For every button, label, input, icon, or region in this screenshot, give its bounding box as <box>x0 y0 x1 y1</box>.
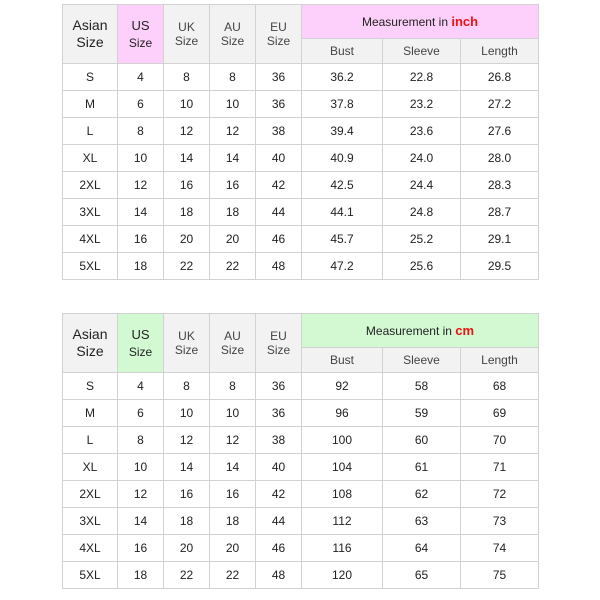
header-row <box>63 5 539 39</box>
bust-header: Bust <box>302 348 383 373</box>
us-size-header <box>118 5 164 64</box>
bust-header: Bust <box>302 39 383 64</box>
table-row <box>63 145 539 172</box>
sleeve-cell: 60 <box>383 427 461 454</box>
bust-cell: 37.8 <box>302 91 383 118</box>
au-cell: 16 <box>210 172 256 199</box>
uk-cell: 10 <box>164 91 210 118</box>
eu-cell: 46 <box>256 226 302 253</box>
uk-cell: 20 <box>164 226 210 253</box>
length-cell: 26.8 <box>461 64 539 91</box>
eu-cell: 42 <box>256 172 302 199</box>
asian-size-header <box>63 314 118 373</box>
length-cell: 72 <box>461 481 539 508</box>
bust-cell: 44.1 <box>302 199 383 226</box>
bust-cell: 104 <box>302 454 383 481</box>
table-row <box>63 454 539 481</box>
au-cell: 22 <box>210 253 256 280</box>
uk-cell: 22 <box>164 253 210 280</box>
length-cell: 28.3 <box>461 172 539 199</box>
sleeve-header: Sleeve <box>383 39 461 64</box>
eu-size-header <box>256 314 302 373</box>
uk-header-line1: UK <box>178 329 195 343</box>
length-header: Length <box>461 39 539 64</box>
uk-cell: 12 <box>164 427 210 454</box>
us-cell: 6 <box>118 400 164 427</box>
us-cell: 14 <box>118 199 164 226</box>
sleeve-cell: 58 <box>383 373 461 400</box>
length-cell: 69 <box>461 400 539 427</box>
eu-header-line2: Size <box>266 343 291 357</box>
bust-cell: 92 <box>302 373 383 400</box>
sleeve-header: Sleeve <box>383 348 461 373</box>
us-cell: 16 <box>118 226 164 253</box>
eu-cell: 40 <box>256 145 302 172</box>
us-cell: 4 <box>118 373 164 400</box>
length-cell: 27.6 <box>461 118 539 145</box>
uk-header-line2: Size <box>174 34 199 48</box>
length-cell: 68 <box>461 373 539 400</box>
uk-size-header <box>164 5 210 64</box>
uk-cell: 18 <box>164 508 210 535</box>
bust-cell: 42.5 <box>302 172 383 199</box>
au-header-line1: AU <box>224 329 241 343</box>
sleeve-cell: 64 <box>383 535 461 562</box>
us-cell: 12 <box>118 481 164 508</box>
bust-cell: 40.9 <box>302 145 383 172</box>
us-cell: 10 <box>118 145 164 172</box>
table-row <box>63 400 539 427</box>
measurement-unit: inch <box>451 14 479 29</box>
length-cell: 70 <box>461 427 539 454</box>
table-row <box>63 253 539 280</box>
sleeve-cell: 24.0 <box>383 145 461 172</box>
eu-cell: 36 <box>256 64 302 91</box>
length-cell: 29.5 <box>461 253 539 280</box>
measurement-unit: cm <box>455 323 475 338</box>
eu-cell: 36 <box>256 91 302 118</box>
asian-cell: 2XL <box>63 481 118 508</box>
asian-cell: 3XL <box>63 199 118 226</box>
us-cell: 10 <box>118 454 164 481</box>
au-cell: 10 <box>210 91 256 118</box>
us-size-header <box>118 314 164 373</box>
length-cell: 71 <box>461 454 539 481</box>
au-cell: 18 <box>210 199 256 226</box>
measurement-header <box>302 5 539 39</box>
asian-cell: XL <box>63 454 118 481</box>
bust-cell: 39.4 <box>302 118 383 145</box>
bust-cell: 112 <box>302 508 383 535</box>
bust-cell: 108 <box>302 481 383 508</box>
us-header-line1: US <box>131 17 150 33</box>
table-row <box>63 481 539 508</box>
us-cell: 18 <box>118 562 164 589</box>
au-cell: 18 <box>210 508 256 535</box>
asian-cell: XL <box>63 145 118 172</box>
eu-cell: 46 <box>256 535 302 562</box>
bust-cell: 36.2 <box>302 64 383 91</box>
asian-cell: 2XL <box>63 172 118 199</box>
us-header-line1: US <box>131 326 150 342</box>
uk-cell: 14 <box>164 145 210 172</box>
table-row <box>63 226 539 253</box>
asian-cell: 5XL <box>63 562 118 589</box>
eu-cell: 44 <box>256 199 302 226</box>
length-cell: 74 <box>461 535 539 562</box>
asian-header-line2: Size <box>76 34 104 50</box>
eu-size-header <box>256 5 302 64</box>
us-cell: 16 <box>118 535 164 562</box>
eu-cell: 48 <box>256 562 302 589</box>
uk-cell: 20 <box>164 535 210 562</box>
bust-cell: 100 <box>302 427 383 454</box>
asian-cell: 3XL <box>63 508 118 535</box>
uk-cell: 8 <box>164 64 210 91</box>
asian-header-line1: Asian <box>72 17 108 33</box>
au-header-line1: AU <box>224 20 241 34</box>
table-row <box>63 91 539 118</box>
sleeve-cell: 62 <box>383 481 461 508</box>
uk-header-line2: Size <box>174 343 199 357</box>
au-header-line2: Size <box>220 343 245 357</box>
sleeve-cell: 25.6 <box>383 253 461 280</box>
eu-cell: 36 <box>256 373 302 400</box>
eu-cell: 38 <box>256 427 302 454</box>
length-cell: 28.7 <box>461 199 539 226</box>
uk-cell: 12 <box>164 118 210 145</box>
au-cell: 10 <box>210 400 256 427</box>
au-cell: 20 <box>210 226 256 253</box>
eu-header-line1: EU <box>270 329 287 343</box>
au-cell: 22 <box>210 562 256 589</box>
uk-cell: 18 <box>164 199 210 226</box>
us-header-line2: Size <box>128 35 153 50</box>
bust-cell: 45.7 <box>302 226 383 253</box>
au-cell: 12 <box>210 427 256 454</box>
uk-header-line1: UK <box>178 20 195 34</box>
asian-cell: 5XL <box>63 253 118 280</box>
sleeve-cell: 61 <box>383 454 461 481</box>
au-cell: 14 <box>210 145 256 172</box>
asian-cell: M <box>63 400 118 427</box>
table-row <box>63 427 539 454</box>
sleeve-cell: 23.6 <box>383 118 461 145</box>
sleeve-cell: 22.8 <box>383 64 461 91</box>
length-cell: 28.0 <box>461 145 539 172</box>
uk-cell: 14 <box>164 454 210 481</box>
header-row <box>63 314 539 348</box>
measurement-header <box>302 314 539 348</box>
length-header: Length <box>461 348 539 373</box>
size-chart-inch-table <box>62 4 539 280</box>
sleeve-cell: 24.4 <box>383 172 461 199</box>
eu-cell: 36 <box>256 400 302 427</box>
table-row <box>63 199 539 226</box>
au-cell: 8 <box>210 373 256 400</box>
asian-cell: S <box>63 373 118 400</box>
uk-cell: 22 <box>164 562 210 589</box>
au-cell: 16 <box>210 481 256 508</box>
uk-cell: 10 <box>164 400 210 427</box>
us-cell: 4 <box>118 64 164 91</box>
eu-cell: 42 <box>256 481 302 508</box>
eu-cell: 38 <box>256 118 302 145</box>
au-size-header <box>210 314 256 373</box>
us-cell: 14 <box>118 508 164 535</box>
table-row <box>63 508 539 535</box>
sleeve-cell: 59 <box>383 400 461 427</box>
measurement-label: Measurement in <box>365 324 456 338</box>
au-cell: 20 <box>210 535 256 562</box>
eu-header-line2: Size <box>266 34 291 48</box>
sleeve-cell: 24.8 <box>383 199 461 226</box>
us-cell: 8 <box>118 118 164 145</box>
asian-cell: 4XL <box>63 226 118 253</box>
us-cell: 18 <box>118 253 164 280</box>
asian-size-header <box>63 5 118 64</box>
uk-cell: 16 <box>164 481 210 508</box>
us-header-line2: Size <box>128 344 153 359</box>
asian-cell: M <box>63 91 118 118</box>
asian-cell: L <box>63 427 118 454</box>
eu-header-line1: EU <box>270 20 287 34</box>
sleeve-cell: 65 <box>383 562 461 589</box>
inch-table-body <box>63 64 539 280</box>
au-header-line2: Size <box>220 34 245 48</box>
cm-table-body <box>63 373 539 589</box>
table-row <box>63 118 539 145</box>
length-cell: 29.1 <box>461 226 539 253</box>
au-cell: 8 <box>210 64 256 91</box>
sleeve-cell: 23.2 <box>383 91 461 118</box>
asian-cell: L <box>63 118 118 145</box>
bust-cell: 116 <box>302 535 383 562</box>
table-row <box>63 535 539 562</box>
us-cell: 12 <box>118 172 164 199</box>
au-cell: 12 <box>210 118 256 145</box>
asian-header-line1: Asian <box>72 326 108 342</box>
au-size-header <box>210 5 256 64</box>
eu-cell: 40 <box>256 454 302 481</box>
table-row <box>63 172 539 199</box>
size-chart-cm-table <box>62 313 539 589</box>
table-row <box>63 64 539 91</box>
uk-size-header <box>164 314 210 373</box>
eu-cell: 48 <box>256 253 302 280</box>
uk-cell: 8 <box>164 373 210 400</box>
bust-cell: 96 <box>302 400 383 427</box>
us-cell: 8 <box>118 427 164 454</box>
asian-cell: S <box>63 64 118 91</box>
length-cell: 73 <box>461 508 539 535</box>
table-row <box>63 562 539 589</box>
uk-cell: 16 <box>164 172 210 199</box>
length-cell: 75 <box>461 562 539 589</box>
eu-cell: 44 <box>256 508 302 535</box>
sleeve-cell: 25.2 <box>383 226 461 253</box>
au-cell: 14 <box>210 454 256 481</box>
bust-cell: 120 <box>302 562 383 589</box>
sleeve-cell: 63 <box>383 508 461 535</box>
asian-header-line2: Size <box>76 343 104 359</box>
bust-cell: 47.2 <box>302 253 383 280</box>
table-row <box>63 373 539 400</box>
asian-cell: 4XL <box>63 535 118 562</box>
measurement-label: Measurement in <box>361 15 452 29</box>
us-cell: 6 <box>118 91 164 118</box>
length-cell: 27.2 <box>461 91 539 118</box>
